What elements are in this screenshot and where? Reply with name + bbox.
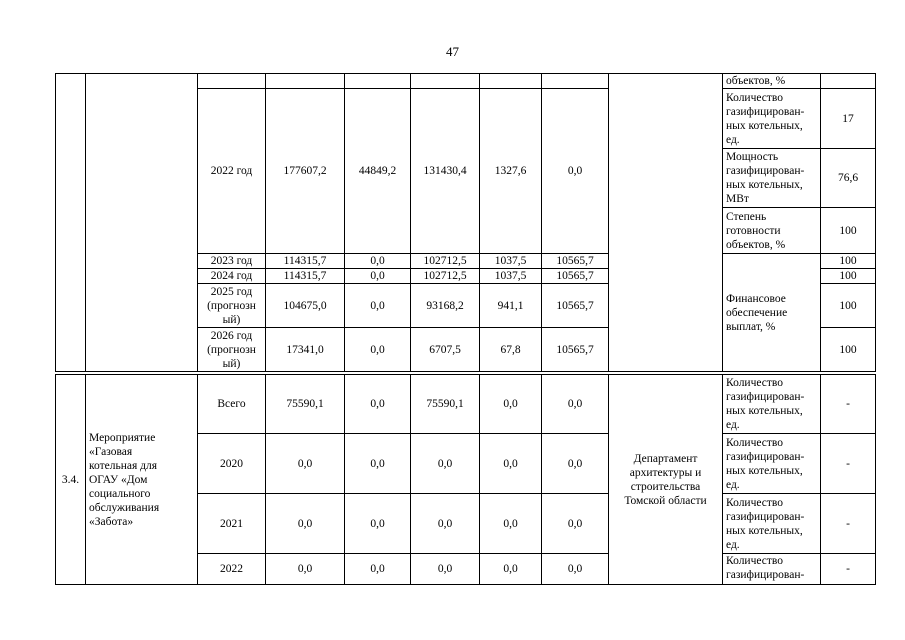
indicator-name: Мощность газифицирован- ных котельных, МВт xyxy=(723,149,821,208)
section-title: Мероприятие «Газовая котельная для ОГАУ «Дом социального обслуживания «Забота» xyxy=(86,375,198,585)
year-cell: 2022 год xyxy=(198,89,266,254)
extra-budget-cell: 10565,7 xyxy=(542,284,609,328)
extra-budget-cell: 10565,7 xyxy=(542,269,609,284)
year-cell: 2025 год (прогнозн ый) xyxy=(198,284,266,328)
indicator-value: - xyxy=(821,375,876,434)
year-cell: 2024 год xyxy=(198,269,266,284)
indicator-value: 100 xyxy=(821,208,876,254)
indicator-name: Количество газифицирован- ных котельных, ед. xyxy=(723,89,821,149)
regional-cell: 102712,5 xyxy=(411,254,480,269)
local-cell: 67,8 xyxy=(480,328,542,372)
federal-cell: 0,0 xyxy=(345,284,411,328)
year-cell: Всего xyxy=(198,375,266,434)
total-cell: 0,0 xyxy=(266,494,345,554)
indicator-name: Количество газифицирован- ных котельных, ед. xyxy=(723,434,821,494)
extra-budget-cell: 0,0 xyxy=(542,434,609,494)
regional-cell: 0,0 xyxy=(411,434,480,494)
regional-cell: 93168,2 xyxy=(411,284,480,328)
table-row xyxy=(56,74,876,89)
indicator-value xyxy=(821,74,876,89)
federal-cell: 0,0 xyxy=(345,269,411,284)
indicator-value: 100 xyxy=(821,269,876,284)
indicator-value: 76,6 xyxy=(821,149,876,208)
indicator-value: 100 xyxy=(821,254,876,269)
year-cell: 2026 год (прогнозн ый) xyxy=(198,328,266,372)
federal-cell: 0,0 xyxy=(345,375,411,434)
regional-cell: 102712,5 xyxy=(411,269,480,284)
regional-cell: 6707,5 xyxy=(411,328,480,372)
local-cell: 1037,5 xyxy=(480,269,542,284)
year-cell: 2020 xyxy=(198,434,266,494)
indicator-value: 100 xyxy=(821,284,876,328)
indicator-value: 100 xyxy=(821,328,876,372)
total-cell: 75590,1 xyxy=(266,375,345,434)
number-cell-continued xyxy=(56,74,86,372)
total-cell: 17341,0 xyxy=(266,328,345,372)
federal-cell: 0,0 xyxy=(345,328,411,372)
total-cell: 177607,2 xyxy=(266,89,345,254)
local-cell: 1037,5 xyxy=(480,254,542,269)
regional-cell: 0,0 xyxy=(411,494,480,554)
section-3-4-table xyxy=(55,374,876,585)
local-cell: 1327,6 xyxy=(480,89,542,254)
financing-table xyxy=(55,73,876,372)
indicator-name: Степень готовности объектов, % xyxy=(723,208,821,254)
indicator-name: Количество газифицирован- xyxy=(723,554,821,585)
indicator-value: - xyxy=(821,494,876,554)
regional-cell: 75590,1 xyxy=(411,375,480,434)
local-cell: 0,0 xyxy=(480,554,542,585)
year-cell: 2021 xyxy=(198,494,266,554)
extra-budget-cell: 0,0 xyxy=(542,89,609,254)
indicator-name: Количество газифицирован- ных котельных, ед. xyxy=(723,494,821,554)
regional-cell: 131430,4 xyxy=(411,89,480,254)
year-cell: 2022 xyxy=(198,554,266,585)
title-cell-continued xyxy=(86,74,198,372)
extra-budget-cell: 0,0 xyxy=(542,375,609,434)
total-cell: 0,0 xyxy=(266,554,345,585)
section-number: 3.4. xyxy=(56,375,86,585)
extra-budget-cell: 10565,7 xyxy=(542,328,609,372)
page-number: 47 xyxy=(446,44,459,59)
local-cell: 941,1 xyxy=(480,284,542,328)
federal-cell: 0,0 xyxy=(345,554,411,585)
federal-cell: 44849,2 xyxy=(345,89,411,254)
table-row xyxy=(56,375,876,434)
extra-budget-cell: 10565,7 xyxy=(542,254,609,269)
federal-cell: 0,0 xyxy=(345,434,411,494)
executor-cell-continued xyxy=(609,74,723,372)
total-cell: 114315,7 xyxy=(266,254,345,269)
year-cell: 2023 год xyxy=(198,254,266,269)
total-cell: 0,0 xyxy=(266,434,345,494)
extra-budget-cell: 0,0 xyxy=(542,554,609,585)
indicator-value: 17 xyxy=(821,89,876,149)
extra-budget-cell: 0,0 xyxy=(542,494,609,554)
indicator-name: Количество газифицирован- ных котельных, ед. xyxy=(723,375,821,434)
indicator-value: - xyxy=(821,434,876,494)
total-cell: 114315,7 xyxy=(266,269,345,284)
total-cell: 104675,0 xyxy=(266,284,345,328)
regional-cell: 0,0 xyxy=(411,554,480,585)
local-cell: 0,0 xyxy=(480,375,542,434)
executor-cell: Департамент архитектуры и строительства Томской области xyxy=(609,375,723,585)
federal-cell: 0,0 xyxy=(345,254,411,269)
finance-indicator-name: Финансовое обеспечение выплат, % xyxy=(723,254,821,372)
indicator-name: объектов, % xyxy=(723,74,821,89)
indicator-value: - xyxy=(821,554,876,585)
federal-cell: 0,0 xyxy=(345,494,411,554)
local-cell: 0,0 xyxy=(480,434,542,494)
local-cell: 0,0 xyxy=(480,494,542,554)
